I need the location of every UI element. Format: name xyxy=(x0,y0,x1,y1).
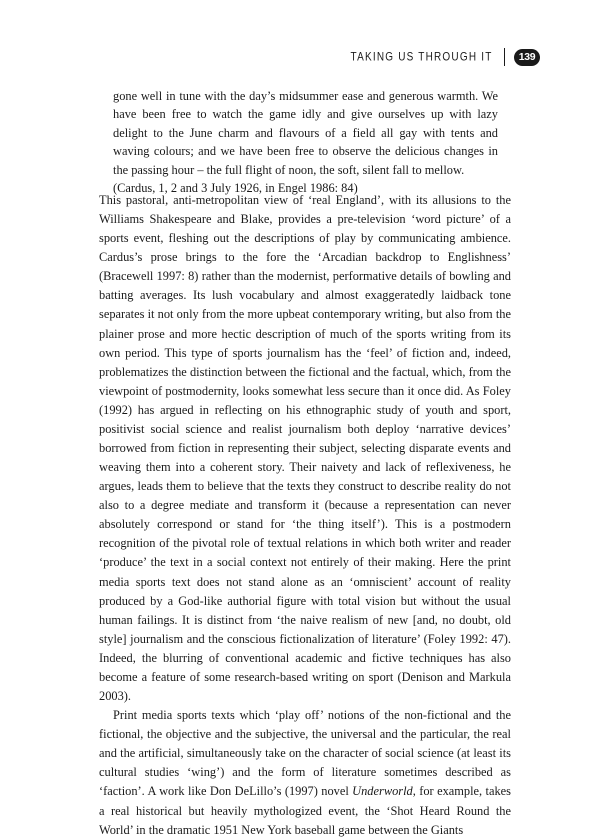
quote-citation: (Cardus, 1, 2 and 3 July 1926, in Engel 1986: 84) xyxy=(113,181,358,196)
paragraph-2-text-a: Print media sports texts which ‘play off’ notions of the non-fictional and the fictional, the objective and the subjective, the universal and the particular, the real and the artificial, simultaneously take on the character of social science (at least its cultural studies ‘wing’) and the form of literature sometimes described as ‘faction’. A work like Don DeLillo’s (1997) novel xyxy=(99,708,511,799)
page-number: 139 xyxy=(514,49,540,66)
novel-title: Underworld xyxy=(352,784,413,799)
header-divider xyxy=(504,48,506,66)
running-title: TAKING US THROUGH IT xyxy=(350,50,493,64)
block-quote xyxy=(113,87,498,197)
running-head xyxy=(351,46,540,68)
body-text xyxy=(99,191,511,840)
quote-text: gone well in tune with the day’s midsummer ease and generous warmth. We have been free to watch the game idly and give ourselves up with lazy delight to the June charm and flavours of a field all gay with tents and waving colours; and we have been free to observe the delicious changes in the passing hour – the full flight of noon, the soft, silent fall to mellow. xyxy=(113,89,498,177)
paragraph-2 xyxy=(99,706,511,840)
paragraph-1: This pastoral, anti-metropolitan view of ‘real England’, with its allusions to the Williams Shakespeare and Blake, provides a pre-television ‘word picture’ of a sports event, fleshing out the descriptions of play by communicating ambience. Cardus’s prose brings to the fore the ‘Arcadian backdrop to Englishness’ (Bracewell 1997: 8) rather than the modernist, performative details of bowling and batting averages. Its lush vocabulary and almost exaggeratedly laidback tone separates it not only from the more upbeat contemporary writing, but also from the plainer prose and more hectic description of much of the sports writing from its own period. This type of sports journalism has the ‘feel’ of fiction and, indeed, problematizes the distinction between the fictional and the factual, which, from the viewpoint of postmodernity, looks somewhat less secure than it once did. As Foley (1992) has argued in reflecting on his ethnographic study of youth and sport, positivist social science and realist journalism both deploy ‘narrative devices’ borrowed from fiction in representing their subject, selecting disparate events and weaving them into a coherent story. Their naivety and lack of reflexiveness, he argues, leads them to believe that the texts they construct to describe reality do not also to a degree mediate and transform it (because a representation can never absolutely correspond or stand for ‘the thing itself’). This is a postmodern recognition of the pivotal role of textual relations in which both writer and reader ‘produce’ the text in a social context not entirely of their making. Here the print media sports text does not stand alone as an ‘omniscient’ account of reality produced by a God-like authorial figure with total vision but without the usual human failings. It is distinct from ‘the naive realism of new [and, no doubt, old style] journalism and the conscious fictionalization of literature’ (Foley 1992: 47). Indeed, the blurring of conventional academic and fictive techniques has also become a feature of some research-based writing on sport (Denison and Markula 2003). xyxy=(99,193,511,704)
paragraph-2-text-b: , for example, takes a real historical but heavily mythologized event, the ‘Shot Heard Round the World’ in the dramatic 1951 New York baseball game between the Giants xyxy=(99,784,511,837)
